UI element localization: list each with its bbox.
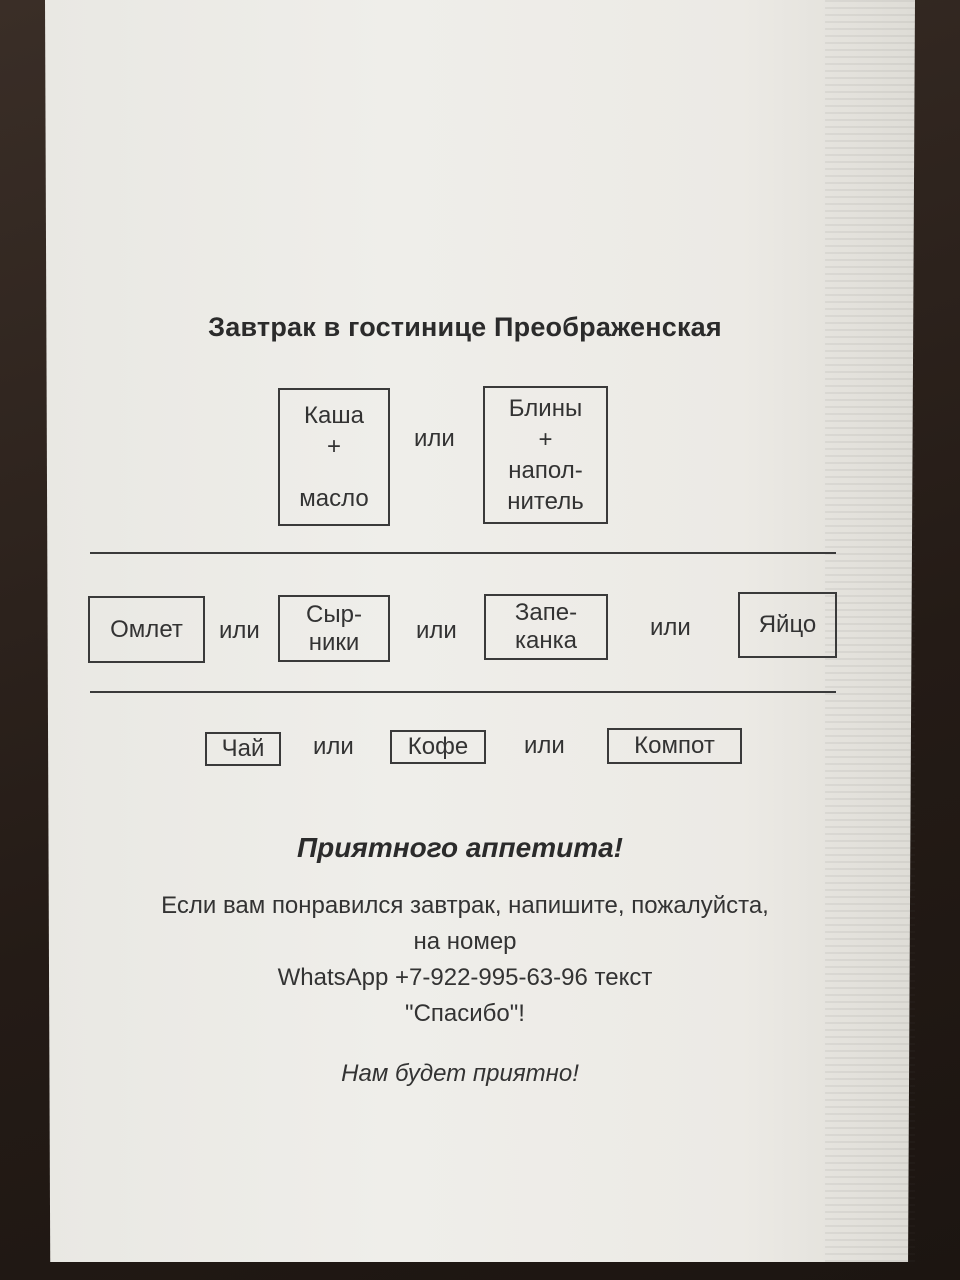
or-label-row1: или bbox=[414, 425, 455, 452]
option-omelet-label: Омлет bbox=[110, 615, 183, 643]
option-compote-box bbox=[607, 728, 742, 764]
option-pancakes-line2: напол- bbox=[508, 457, 583, 484]
or-label-row2-2: или bbox=[416, 617, 457, 644]
divider-2 bbox=[90, 691, 836, 693]
option-compote-label: Компот bbox=[634, 732, 715, 759]
option-casserole-line2: канка bbox=[514, 627, 577, 654]
option-pancakes-plus: + bbox=[538, 425, 553, 453]
feedback-line-1: Если вам понравился завтрак, напишите, пожалуйста, bbox=[161, 892, 769, 919]
option-egg-label: Яйцо bbox=[758, 611, 817, 639]
option-pancakes-box bbox=[483, 386, 608, 524]
or-label-row3-2: или bbox=[524, 732, 565, 759]
option-tea-label: Чай bbox=[221, 735, 265, 762]
divider-1 bbox=[90, 552, 836, 554]
feedback-message bbox=[95, 888, 835, 1032]
option-coffee-box bbox=[390, 730, 486, 764]
option-syrniki-line2: ники bbox=[308, 628, 360, 656]
paper-stack-edge bbox=[825, 0, 915, 1262]
feedback-line-2: на номер bbox=[413, 928, 517, 955]
option-tea-box bbox=[205, 732, 281, 766]
option-pancakes-line1: Блины bbox=[508, 394, 583, 422]
option-coffee-label: Кофе bbox=[407, 733, 469, 760]
option-egg-box bbox=[738, 592, 837, 658]
option-syrniki-line1: Сыр- bbox=[306, 600, 362, 628]
bon-appetit-heading: Приятного аппетита! bbox=[296, 832, 624, 863]
option-porridge-box bbox=[278, 388, 390, 526]
signoff-text: Нам будет приятно! bbox=[341, 1060, 579, 1087]
menu-title: Завтрак в гостинице Преображенская bbox=[208, 312, 722, 342]
feedback-line-4: "Спасибо"! bbox=[405, 1000, 525, 1027]
option-pancakes-line3: нитель bbox=[507, 488, 584, 516]
or-label-row3-1: или bbox=[313, 733, 354, 760]
feedback-line-3: WhatsApp +7-922-995-63-96 текст bbox=[277, 964, 653, 991]
option-porridge-plus: + bbox=[326, 433, 341, 461]
or-label-row2-1: или bbox=[219, 617, 260, 644]
option-porridge-line2: масло bbox=[299, 484, 369, 512]
option-casserole-line1: Запе- bbox=[514, 599, 578, 627]
option-syrniki-box bbox=[278, 595, 390, 662]
option-omelet-box bbox=[88, 596, 205, 663]
option-casserole-box bbox=[484, 594, 608, 660]
or-label-row2-3: или bbox=[650, 614, 691, 641]
option-porridge-line1: Каша bbox=[304, 402, 364, 430]
